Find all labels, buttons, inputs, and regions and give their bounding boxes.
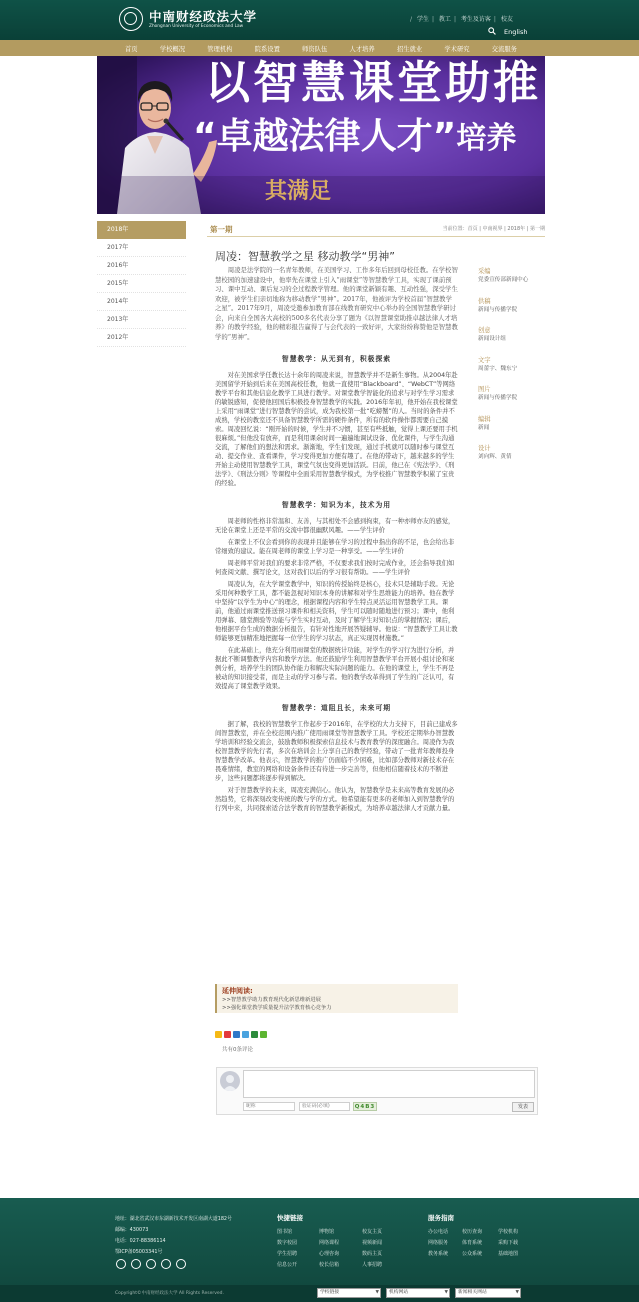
paragraph: 周老师的性格非常温和、友善，与其相处不会感到拘束，有一种亦师亦友的感觉，无论在课堂上还是平常的交流中都很幽默风趣。——学生评价 <box>215 518 455 534</box>
news-sites-select[interactable] <box>455 1288 521 1298</box>
banner-footer-text: 其满足 <box>265 179 332 204</box>
separator: | <box>493 16 496 23</box>
credit-label: 供稿 <box>478 297 491 305</box>
service-link[interactable]: 办公电话 <box>428 1229 449 1235</box>
breadcrumb[interactable]: 当前位置：首页 | 中南视界 | 2018年 | 第一期 <box>442 226 545 232</box>
separator: | <box>431 16 434 23</box>
credit-label: 创意 <box>478 327 491 334</box>
year-item-2014[interactable]: 2014年 <box>97 293 186 311</box>
quick-link[interactable]: 博物馆 <box>319 1229 335 1235</box>
toplink-visitors[interactable]: 考生及访客 <box>460 16 491 23</box>
article-title: 周凌：智慧教学之星 移动教学“男神” <box>215 250 395 263</box>
chevron-down-icon: ▼ <box>444 1290 448 1295</box>
qzone-icon[interactable] <box>215 1031 222 1038</box>
paragraph: 对在美国求学任教长达十余年的周凌来说，智慧教学并不是新生事物。从2004年赴美国留学开始到后来在美国高校任教，他就一直使用“Blackboard”、“WebCT”等网络教学平台和其他信息化教学工具进行教学。对课堂教学智能化的追求与对学生学习需求的敏锐感知，促使他回国后积极投身智慧教学的实践。2016年年初，他开始在我校课堂上采用“雨课堂”进行智慧教学的尝试，成为我校第一批“吃螃蟹”的人。当时的条件并不成熟，学校的教室还不具备智慧教学所需的硬件条件，所有的软件操作都需要自己摸索。周凌回忆说：“刚开始的时候，学生并不习惯，甚至有些抵触，觉得上课还要用手机很麻烦。”但他没有放弃，而是利用课余时间一遍遍地调试设备、优化课件，与学生沟通交流，了解他们的想法和需求。渐渐地，学生们发现，通过手机就可以随时参与课堂互动、提交作业、查看课件，学习变得更加方便有趣了。在他的带动下，越来越多的学生开始主动使用智慧教学工具，课堂气氛也变得更加活跃。目前，他已在《宪法学》、《刑法学》、《刑法分则》等课程中全面采用智慧教学模式，为学校推广智慧教学积累了宝贵的经验。 <box>215 372 458 487</box>
main-nav <box>0 40 639 56</box>
nav-admissions[interactable]: 招生就业 <box>396 45 423 53</box>
credit-item <box>478 326 545 356</box>
nav-about[interactable]: 学校概况 <box>159 45 186 53</box>
quick-link[interactable]: 图书馆 <box>277 1229 293 1235</box>
university-seal-icon[interactable] <box>119 7 143 31</box>
comment-count: 共有0条评论 <box>222 1047 253 1053</box>
service-link[interactable]: 公众系统 <box>462 1251 483 1257</box>
banner-subline-main: “卓越法律人才” <box>193 116 457 157</box>
related-title: 延伸阅读: <box>222 987 253 995</box>
select-value: 新闻相关网站 <box>458 1290 487 1295</box>
avatar <box>220 1071 240 1091</box>
section-heading: 智慧教学：道阻且长，未来可期 <box>281 704 392 712</box>
english-link[interactable]: English <box>504 28 528 36</box>
toplink-students[interactable]: 学生 <box>416 16 429 23</box>
comment-form <box>216 1067 538 1115</box>
quick-link[interactable]: 校长信箱 <box>319 1262 340 1268</box>
toplink-alumni[interactable]: 校友 <box>500 16 513 23</box>
quick-links-title: 快捷链接 <box>277 1214 303 1222</box>
section-heading: 智慧教学：从无到有，积极探索 <box>281 355 392 363</box>
school-links-select[interactable] <box>317 1288 381 1298</box>
seal-inner-ring <box>124 12 137 25</box>
service-links <box>428 1228 532 1259</box>
social-icons <box>116 1259 186 1269</box>
quick-link[interactable]: 校友主页 <box>362 1229 383 1235</box>
site-footer <box>0 1198 639 1285</box>
tencent-icon[interactable] <box>242 1031 249 1038</box>
credit-value: 党委宣传部新闻中心 <box>478 277 529 283</box>
nav-education[interactable]: 人才培养 <box>349 45 375 53</box>
copyright: Copyright©中南财经政法大学 All Rights Reserved. <box>115 1291 224 1296</box>
issue-divider <box>207 236 545 237</box>
nav-research[interactable]: 学术研究 <box>444 45 470 53</box>
microphone-head <box>164 119 169 124</box>
department-sites-select[interactable] <box>386 1288 450 1298</box>
credit-value: 新闻与传播学院 <box>478 306 518 313</box>
credit-item <box>478 385 545 415</box>
search-icon[interactable] <box>488 27 496 35</box>
select-value: 学校链接 <box>320 1290 340 1295</box>
logo-subtitle: Zhongnan University of Economics and Law <box>149 24 244 29</box>
address-text: 地址：湖北省武汉市东湖新技术开发区南湖大道182号 <box>115 1216 232 1222</box>
credits-column <box>478 267 545 474</box>
credit-item <box>478 444 545 474</box>
douban-icon[interactable] <box>251 1031 258 1038</box>
quick-link[interactable]: 人事招聘 <box>362 1262 383 1268</box>
credit-label: 图片 <box>478 386 491 393</box>
nav-schools[interactable]: 院系设置 <box>254 45 280 53</box>
year-item-2013[interactable]: 2013年 <box>97 311 186 329</box>
quick-link[interactable]: 网络课程 <box>319 1240 340 1246</box>
chevron-down-icon: ▼ <box>515 1290 519 1295</box>
credit-item <box>478 356 545 386</box>
paragraph: 周凌认为，在大学课堂教学中，知识的传授始终是核心，技术只是辅助手段。无论采用何种教学工具，都不能忽视对知识本身的讲解和对学生思维能力的培养。他在教学中坚持“以学生为中心”的理念，根据课程内容和学生特点灵活运用智慧教学工具。课前，他通过雨课堂推送预习课件和相关资料，学生可以随时随地进行预习；课中，他利用弹幕、随堂测验等功能与学生实时互动，及时了解学生对知识点的掌握情况；课后，他根据平台生成的数据分析报告，有针对性地开展答疑辅导。他说：“智慧教学工具让教师能够更加精准地把握每一位学生的学习状态，真正实现因材施教。” <box>215 581 458 642</box>
paragraph: 对于智慧教学的未来，周凌充满信心。他认为，智慧教学是未来高等教育发展的必然趋势，它将深刻改变传统的教与学的方式。他希望能有更多的老师加入到智慧教学的行列中来，共同探索适合法学教育的智慧教学新模式，为培养卓越法律人才贡献力量。 <box>215 787 455 812</box>
service-link[interactable]: 校历查询 <box>462 1229 483 1235</box>
separator: / <box>410 16 413 23</box>
quick-link[interactable]: 数字校园 <box>277 1240 298 1246</box>
article-intro: 周凌是法学院的一名青年教师，在美国学习、工作多年后回到母校任教。在学校智慧校园的加速建设中，他率先在课堂上引入“雨课堂”等智慧教学工具，实现了课前预习、课中互动、课后复习的全过程教学管理。他的课堂新颖有趣、互动性强，深受学生欢迎，被学生们亲切地称为移动教学“男神”。2017年，他被评为学校首届“智慧教学之星”。2017年9月，周凌受邀参加教育部在线教育研究中心举办的全国智慧教学研讨会，向来自全国各大高校的500多名代表分享了题为《以智慧课堂助推卓越法律人才培养》的教学经验，他的精彩报告赢得了与会代表的一致好评，大家纷纷称赞他是智慧教学的“男神”。 <box>215 266 458 341</box>
weibo-icon[interactable] <box>224 1031 231 1038</box>
credit-value: 周蕾宇、魏东宁 <box>478 365 518 372</box>
paragraph: 周老师平常对我们的要求非常严格，不仅要求我们按时完成作业，还会指导我们如何查阅文献、撰写论文，这对我们以后的学习很有帮助。——学生评价 <box>215 560 455 576</box>
credit-value: 新闻设计组 <box>478 336 506 342</box>
renren-icon[interactable] <box>233 1031 240 1038</box>
related-reading <box>215 984 458 1013</box>
select-value: 机构网站 <box>389 1290 409 1295</box>
qq-icon[interactable] <box>146 1259 156 1269</box>
bottom-bar <box>0 1285 639 1302</box>
separator: | <box>453 16 456 23</box>
paragraph: 在此基础上，他充分利用雨课堂的数据统计功能，对学生的学习行为进行分析，并据此不断调整教学内容和教学方法。他还鼓励学生利用智慧教学平台开展小组讨论和案例分析，培养学生的团队协作能力和解决实际问题的能力。在他的课堂上，学生不再是被动的知识接受者，而是主动的学习参与者。他的教学改革得到了学生的广泛认可，有效提高了课堂教学效果。 <box>215 647 455 690</box>
related-link[interactable]: >>智慧教学助力教育现代化新思维新进展 <box>222 997 321 1003</box>
credit-value: 新闻与传播学院 <box>478 395 518 401</box>
quick-link[interactable]: 心理咨询 <box>319 1251 340 1257</box>
banner-image <box>97 56 545 214</box>
credit-label: 编辑 <box>478 415 491 423</box>
chevron-down-icon: ▼ <box>375 1290 379 1295</box>
quick-link[interactable]: 数码主页 <box>362 1251 383 1257</box>
captcha-input[interactable] <box>299 1102 350 1111</box>
nav-faculty[interactable]: 师资队伍 <box>302 45 328 53</box>
credit-label: 文字 <box>478 356 491 364</box>
icp-text: 鄂ICP备05003341号 <box>115 1249 163 1255</box>
year-item-2015[interactable]: 2015年 <box>97 275 186 293</box>
share-bar <box>215 1031 267 1038</box>
mail-icon[interactable] <box>176 1259 186 1269</box>
quick-link[interactable]: 学生招聘 <box>277 1251 298 1257</box>
credit-item <box>478 415 545 445</box>
site-header <box>0 0 639 40</box>
quick-links <box>277 1228 402 1270</box>
audience-links <box>410 14 516 23</box>
service-link[interactable]: 网络服务 <box>428 1240 449 1246</box>
service-link[interactable]: 体育系统 <box>462 1240 483 1246</box>
year-item-2017[interactable]: 2017年 <box>97 239 186 257</box>
service-link[interactable]: 基础地图 <box>498 1251 519 1257</box>
related-link[interactable]: >>强化课堂教学质量提升法学教育核心竞争力 <box>222 1005 332 1011</box>
banner-headline: 以智慧课堂助推 <box>205 56 542 109</box>
credit-label: 设计 <box>478 445 491 452</box>
service-link[interactable]: 教务系统 <box>428 1251 449 1257</box>
service-link[interactable]: 采购下载 <box>498 1240 519 1246</box>
year-item-2016[interactable]: 2016年 <box>97 257 186 275</box>
captcha-image[interactable]: Q4B3 <box>354 1104 376 1110</box>
section-heading: 智慧教学：知识为本，技术为用 <box>281 501 392 509</box>
article-body <box>215 266 458 981</box>
paragraph: 据了解，我校的智慧教学工作起步于2016年，在学校的大力支持下，目前已建成多间智慧教室，并在全校范围内推广使用雨课堂等智慧教学工具。学校还定期举办智慧教学培训和经验交流会，鼓励教师积极探索信息技术与教育教学的深度融合。周凌作为我校智慧教学的先行者，多次在培训会上分享自己的教学经验，带动了一批青年教师投身智慧教学改革。他表示，智慧教学的推广仍面临不少困难，比如部分教师对新技术存在畏难情绪，教室的网络和设备条件还有待进一步完善等，但他相信随着技术的不断进步，这些问题都将逐步得到解决。 <box>215 721 458 782</box>
nav-administration[interactable]: 管理机构 <box>207 45 233 53</box>
wechat-icon[interactable] <box>260 1031 267 1038</box>
comment-textarea[interactable] <box>243 1070 535 1098</box>
nav-home[interactable]: 首页 <box>125 45 138 53</box>
logo-title[interactable]: 中南财经政法大学 <box>149 9 258 24</box>
credit-label: 采编 <box>478 268 491 275</box>
nav-services[interactable]: 交流服务 <box>491 45 517 53</box>
service-title: 服务指南 <box>428 1214 454 1222</box>
phone-text: 电话：027-88386114 <box>115 1238 166 1244</box>
quick-link[interactable]: 信息公开 <box>277 1262 298 1268</box>
app-icon[interactable] <box>161 1259 171 1269</box>
contact-info <box>115 1214 232 1258</box>
year-sidebar <box>97 221 186 347</box>
paragraph: 在课堂上不仅会看到你的表现并且能够在学习的过程中指出你的不足，也会给出非常细致的建议。能在周老师的课堂上学习是一种享受。——学生评价 <box>215 539 455 555</box>
submit-comment-button[interactable]: 发表 <box>512 1102 534 1112</box>
service-link[interactable]: 学校机构 <box>498 1229 519 1235</box>
toplink-staff[interactable]: 教工 <box>438 16 451 23</box>
credit-item <box>478 267 545 297</box>
credit-value: 新闻 <box>478 424 490 431</box>
quick-link[interactable]: 视频新闻 <box>362 1240 383 1246</box>
wechat-icon[interactable] <box>131 1259 141 1269</box>
banner-subline-tail: 培养 <box>456 121 517 156</box>
user-icon <box>220 1071 240 1091</box>
banner-subline <box>193 114 516 162</box>
year-item-2012[interactable]: 2012年 <box>97 329 186 347</box>
nickname-input[interactable] <box>243 1102 295 1111</box>
credit-item <box>478 297 545 327</box>
postcode-text: 邮编：430073 <box>115 1227 149 1233</box>
credit-value: 刘向辉、黄倩 <box>478 454 512 460</box>
issue-label: 第一期 <box>210 225 233 234</box>
weibo-icon[interactable] <box>116 1259 126 1269</box>
year-item-2018[interactable]: 2018年 <box>97 221 186 239</box>
